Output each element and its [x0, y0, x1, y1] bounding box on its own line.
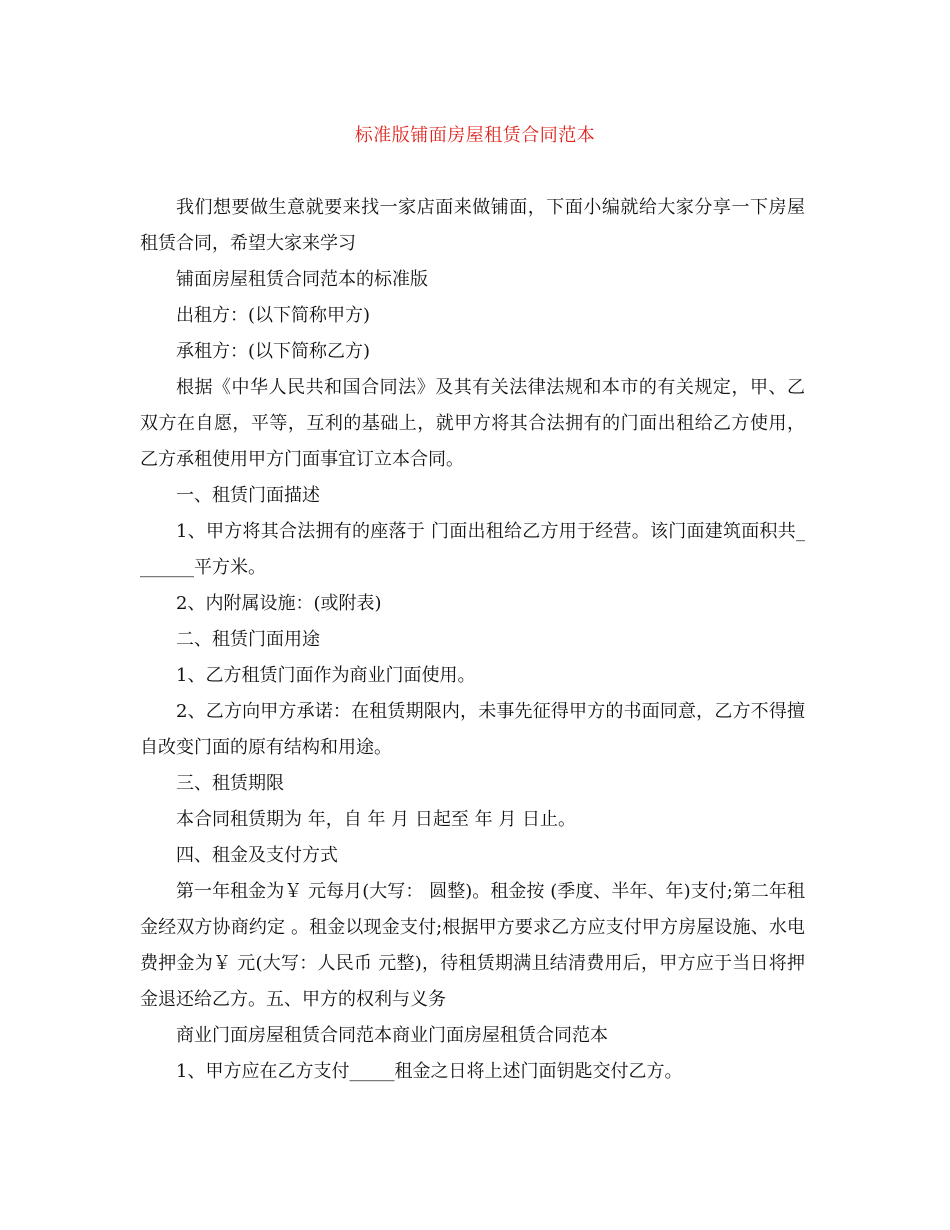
section-heading-4: 四、租金及支付方式	[176, 845, 338, 866]
clause-4-1: 第一年租金为￥ 元每月(大写： 圆整)。租金按 (季度、半年、年)支付;第二年租金经双方协商约定 。租金以现金支付;根据甲方要求乙方应支付甲方房屋设施、水电费押金为￥ 元(大写：人民币 元整)，待租赁期满且结清费用后，甲方应于当日将押金退还给乙方。五、甲方的权利与义务	[140, 881, 805, 1010]
clause-5-1: 1、甲方应在乙方支付_____租金之日将上述门面钥匙交付乙方。	[176, 1061, 683, 1082]
paragraph-intro: 我们想要做生意就要来找一家店面来做铺面，下面小编就给大家分享一下房屋租赁合同，希望大家来学习	[140, 197, 805, 254]
section-heading-1: 一、租赁门面描述	[176, 485, 320, 506]
clause-2-1: 1、乙方租赁门面作为商业门面使用。	[176, 665, 476, 686]
document-body	[140, 190, 805, 1090]
clause-1-1: 1、甲方将其合法拥有的座落于 门面出租给乙方用于经营。该门面建筑面积共_______平方米。	[140, 521, 805, 578]
paragraph-repeat-title: 商业门面房屋租赁合同范本商业门面房屋租赁合同范本	[176, 1025, 608, 1046]
paragraph-preamble: 根据《中华人民共和国合同法》及其有关法律法规和本市的有关规定，甲、乙双方在自愿，平等，互利的基础上，就甲方将其合法拥有的门面出租给乙方使用，乙方承租使用甲方门面事宜订立本合同。	[140, 377, 805, 470]
paragraph-lessor: 出租方：(以下简称甲方)	[176, 305, 371, 326]
section-heading-3: 三、租赁期限	[176, 773, 284, 794]
paragraph-subtitle: 铺面房屋租赁合同范本的标准版	[176, 269, 428, 290]
paragraph-lessee: 承租方：(以下简称乙方)	[176, 341, 371, 362]
clause-3-1: 本合同租赁期为 年，自 年 月 日起至 年 月 日止。	[176, 809, 577, 830]
section-heading-2: 二、租赁门面用途	[176, 629, 320, 650]
clause-1-2: 2、内附属设施：(或附表)	[176, 593, 382, 614]
document-title: 标准版铺面房屋租赁合同范本	[354, 125, 596, 146]
clause-2-2: 2、乙方向甲方承诺：在租赁期限内，未事先征得甲方的书面同意，乙方不得擅自改变门面的原有结构和用途。	[140, 701, 805, 758]
